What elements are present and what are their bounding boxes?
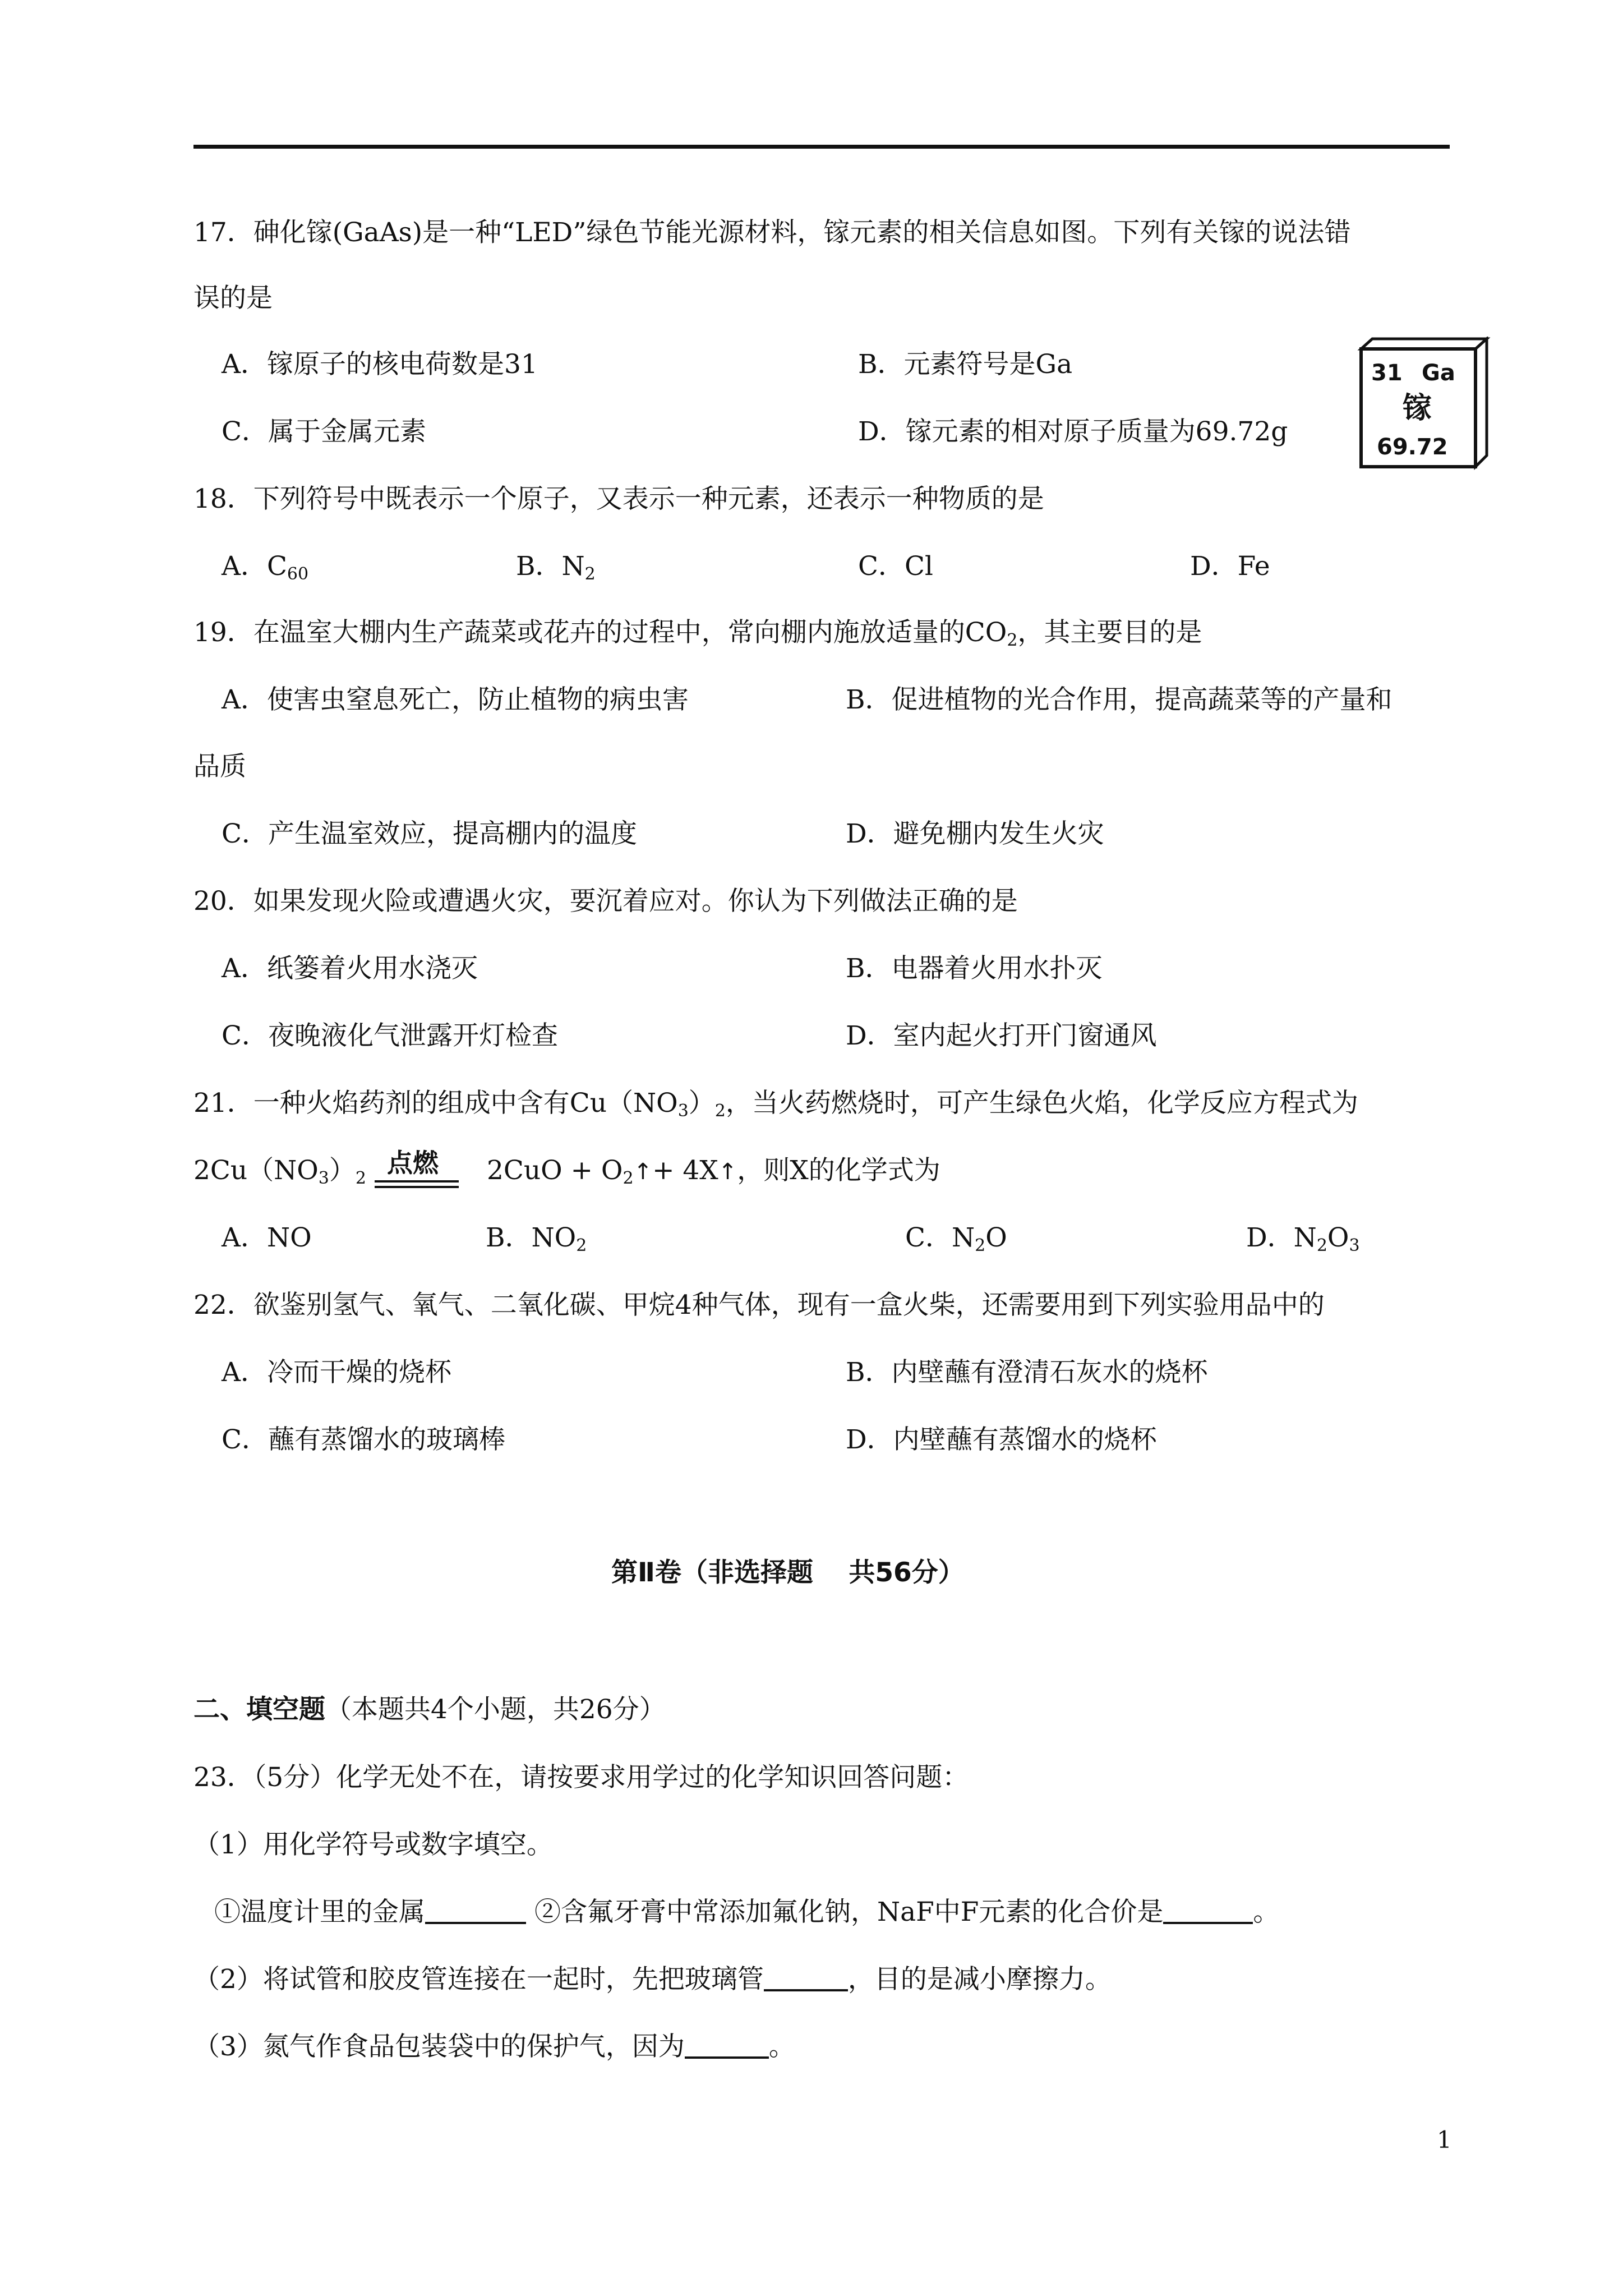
- card-name: 镓: [1403, 392, 1432, 425]
- q19-option-b-continued: 品质: [193, 751, 246, 782]
- q21-option-a: A．NO: [222, 1222, 312, 1253]
- q23-part1: （1）用化学符号或数字填空。: [193, 1829, 553, 1860]
- answer-blank-1[interactable]: [425, 1899, 526, 1924]
- q18-option-b: B．$N_2$: [516, 551, 596, 584]
- part-heading: 二、填空题（本题共4个小题，共26分）: [193, 1694, 666, 1725]
- header-rule: [193, 145, 1450, 149]
- reaction-condition-label: 点燃: [387, 1148, 439, 1178]
- q20-option-b: B．电器着火用水扑灭: [846, 953, 1103, 984]
- q22-option-b: B．内壁蘸有澄清石灰水的烧杯: [846, 1357, 1208, 1388]
- q18-stem: 18．下列符号中既表示一个原子，又表示一种元素，还表示一种物质的是: [193, 484, 1044, 514]
- q17-option-d: D．镓元素的相对原子质量为69.72g: [858, 416, 1288, 447]
- card-atomic-mass: 69.72: [1377, 434, 1448, 460]
- gas-up-arrow-icon: ↑: [633, 1159, 653, 1185]
- equals-line-bottom: [375, 1186, 459, 1188]
- q22-option-a: A．冷而干燥的烧杯: [222, 1357, 451, 1388]
- gallium-element-card: [1354, 337, 1495, 471]
- reaction-condition: [375, 1149, 459, 1188]
- card-symbol: Ga: [1422, 360, 1455, 386]
- answer-blank-2[interactable]: [1163, 1899, 1253, 1924]
- q18-option-a: A．$C_{60}$: [222, 551, 309, 584]
- q19-option-b: B．促进植物的光合作用，提高蔬菜等的产量和: [846, 684, 1393, 715]
- q21-equation-reactant: $2Cu(NO_3)_2$: [193, 1155, 366, 1188]
- q19-stem: 19．在温室大棚内生产蔬菜或花卉的过程中，常向棚内施放适量的$CO_2$，其主要目的是: [193, 617, 1202, 650]
- q21-option-b: B．$NO_2$: [486, 1222, 587, 1255]
- q17-stem-line1: 17．砷化镓(GaAs)是一种“LED”绿色节能光源材料，镓元素的相关信息如图。下列有关镓的说法错: [193, 217, 1351, 248]
- section-title: 第Ⅱ卷（非选择题 共56分）: [611, 1557, 965, 1588]
- q18-option-d: D．Fe: [1190, 551, 1270, 582]
- equals-line-top: [375, 1180, 459, 1182]
- q20-option-a: A．纸篓着火用水浇灭: [222, 953, 478, 984]
- q23-stem: 23．（5分）化学无处不在，请按要求用学过的化学知识回答问题：: [193, 1762, 969, 1793]
- q23-part2: （2）将试管和胶皮管连接在一起时，先把玻璃管 ，目的是减小摩擦力。: [193, 1964, 1112, 1995]
- q17-option-a: A．镓原子的核电荷数是31: [222, 349, 538, 380]
- q21-option-d: D．$N_2O_3$: [1246, 1222, 1360, 1255]
- q22-stem: 22．欲鉴别氢气、氧气、二氧化碳、甲烷4种气体，现有一盒火柴，还需要用到下列实验用品中的: [193, 1290, 1325, 1320]
- q23-part3: （3）氮气作食品包装袋中的保护气，因为 。: [193, 2031, 795, 2062]
- q22-option-c: C．蘸有蒸馏水的玻璃棒: [222, 1424, 505, 1455]
- q19-option-a: A．使害虫窒息死亡，防止植物的病虫害: [222, 684, 689, 715]
- q21-stem: 21．一种火焰药剂的组成中含有$Cu(NO_3)_2$，当火药燃烧时，可产生绿色火焰，化学反应方程式为: [193, 1088, 1358, 1121]
- q19-option-c: C．产生温室效应，提高棚内的温度: [222, 818, 637, 849]
- answer-blank-4[interactable]: [685, 2034, 769, 2059]
- q19-option-d: D．避免棚内发生火灾: [846, 818, 1104, 849]
- q20-option-c: C．夜晚液化气泄露开灯检查: [222, 1020, 558, 1051]
- q20-stem: 20．如果发现火险或遭遇火灾，要沉着应对。你认为下列做法正确的是: [193, 886, 1018, 917]
- q18-option-c: C．Cl: [858, 551, 933, 582]
- q17-option-c: C．属于金属元素: [222, 416, 426, 447]
- q17-stem-line2: 误的是: [193, 283, 273, 314]
- card-atomic-number: 31: [1371, 360, 1403, 386]
- gas-up-arrow-icon: ↑: [718, 1159, 737, 1185]
- answer-blank-3[interactable]: [764, 1967, 848, 1991]
- page-number: 1: [1437, 2126, 1452, 2154]
- q22-option-d: D．内壁蘸有蒸馏水的烧杯: [846, 1424, 1157, 1455]
- q20-option-d: D．室内起火打开门窗通风: [846, 1020, 1157, 1051]
- q21-option-c: C．$N_2O$: [905, 1222, 1007, 1255]
- q21-equation-products: $2CuO + O_2↑+$ 4X↑，则X的化学式为: [487, 1155, 940, 1188]
- q23-part1-items: ①温度计里的金属 ②含氟牙膏中常添加氟化钠，NaF中F元素的化合价是 。: [214, 1897, 1280, 1927]
- q17-option-b: B．元素符号是Ga: [858, 349, 1073, 380]
